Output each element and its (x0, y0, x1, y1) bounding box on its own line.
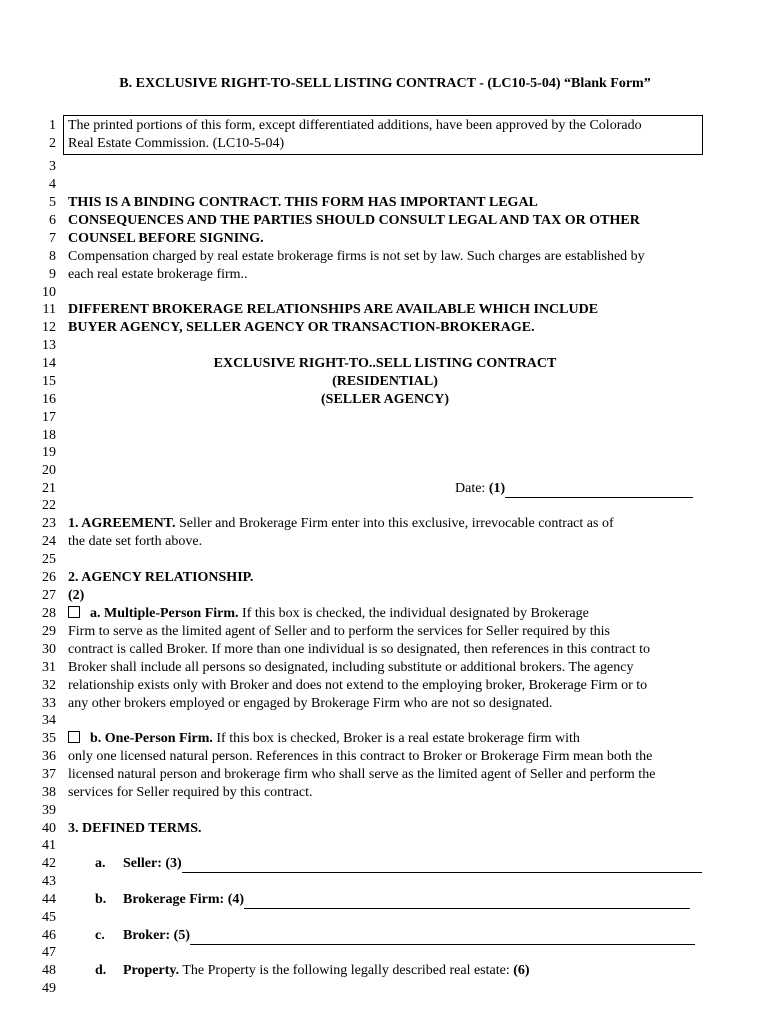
agreement-heading: 1. AGREEMENT. (68, 516, 176, 531)
line-number: 28 (42, 606, 56, 621)
line-number: 14 (42, 356, 56, 371)
approval-notice-line-2: Real Estate Commission. (LC10-5-04) (68, 136, 285, 151)
multi-person-line-5: relationship exists only with Broker and does not extend to the employing broker, Brokerage Firm or to (68, 678, 648, 693)
line-number: 1 (49, 118, 56, 133)
one-person-line-4: services for Seller required by this contract. (68, 785, 313, 800)
contract-heading-line-3: (SELLER AGENCY) (321, 392, 449, 407)
property-text: The Property is the following legally described real estate: (179, 963, 514, 978)
agency-heading: 2. AGENCY RELATIONSHIP. (68, 570, 254, 585)
contract-heading-line-1: EXCLUSIVE RIGHT-TO..SELL LISTING CONTRACT (213, 356, 557, 371)
broker-blank[interactable] (190, 930, 695, 945)
line-number: 21 (42, 481, 56, 496)
date-label: Date: (455, 481, 489, 496)
line-number: 47 (42, 945, 56, 960)
line-number: 3 (49, 159, 56, 174)
line-number: 46 (42, 928, 56, 943)
line-number: 5 (49, 195, 56, 210)
agreement-text: Seller and Brokerage Firm enter into this exclusive, irrevocable contract as of (175, 516, 614, 531)
one-person-text: If this box is checked, Broker is a real estate brokerage firm with (212, 731, 580, 746)
binding-contract-line-2: CONSEQUENCES AND THE PARTIES SHOULD CONSULT LEGAL AND TAX OR OTHER (68, 213, 640, 228)
broker-letter: c. (95, 928, 105, 943)
line-number: 41 (42, 838, 56, 853)
line-number: 8 (49, 249, 56, 264)
brokerage-firm-blank[interactable] (244, 894, 690, 909)
line-number: 17 (42, 410, 56, 425)
multi-person-line-4: Broker shall include all persons so designated, including substitute or additional brokers. The agency (68, 660, 634, 675)
line-number: 2 (49, 136, 56, 151)
line-number: 39 (42, 803, 56, 818)
multi-person-checkbox[interactable] (68, 606, 80, 618)
document-title: B. EXCLUSIVE RIGHT-TO-SELL LISTING CONTRACT - (LC10-5-04) “Blank Form” (119, 76, 651, 91)
line-number: 34 (42, 713, 56, 728)
approval-notice-line-1: The printed portions of this form, except differentiated additions, have been approved by the Colorado (68, 118, 642, 133)
line-number: 7 (49, 231, 56, 246)
multi-person-text: If this box is checked, the individual designated by Brokerage (238, 606, 589, 621)
seller-blank[interactable] (182, 858, 702, 873)
line-number: 15 (42, 374, 56, 389)
compensation-line-1: Compensation charged by real estate brokerage firms is not set by law. Such charges are established by (68, 249, 645, 264)
multi-person-line-2: Firm to serve as the limited agent of Seller and to perform the services for Seller required by this (68, 624, 610, 639)
line-number: 12 (42, 320, 56, 335)
brokerage-firm-field (123, 891, 690, 909)
binding-contract-line-3: COUNSEL BEFORE SIGNING. (68, 231, 264, 246)
line-number: 42 (42, 856, 56, 871)
broker-field (123, 927, 695, 945)
line-number: 29 (42, 624, 56, 639)
one-person-label: b. One-Person Firm. (90, 731, 213, 746)
agreement-line-1 (68, 515, 614, 533)
seller-label: Seller: (3) (123, 856, 182, 871)
agency-ref: (2) (68, 588, 85, 603)
line-number: 30 (42, 642, 56, 657)
one-person-checkbox[interactable] (68, 731, 80, 743)
line-number: 18 (42, 428, 56, 443)
line-number: 11 (42, 302, 56, 317)
multi-person-line-6: any other brokers employed or engaged by Brokerage Firm who are not so designated. (68, 696, 553, 711)
line-number: 22 (42, 498, 56, 513)
line-number: 33 (42, 696, 56, 711)
line-number: 44 (42, 892, 56, 907)
line-number: 35 (42, 731, 56, 746)
brokerage-firm-letter: b. (95, 892, 107, 907)
date-field (455, 480, 693, 498)
line-number: 9 (49, 267, 56, 282)
line-number: 32 (42, 678, 56, 693)
line-number: 26 (42, 570, 56, 585)
line-number: 48 (42, 963, 56, 978)
property-label: Property. (123, 963, 180, 978)
line-number: 24 (42, 534, 56, 549)
line-number: 31 (42, 660, 56, 675)
line-number: 25 (42, 552, 56, 567)
line-number: 45 (42, 910, 56, 925)
seller-field (123, 855, 702, 873)
multi-person-line-1 (68, 605, 589, 623)
multi-person-label: a. Multiple-Person Firm. (90, 606, 239, 621)
line-number: 36 (42, 749, 56, 764)
line-number: 38 (42, 785, 56, 800)
line-number: 23 (42, 516, 56, 531)
date-blank[interactable] (505, 483, 693, 498)
property-ref: (6) (513, 963, 530, 978)
line-number: 27 (42, 588, 56, 603)
line-number: 6 (49, 213, 56, 228)
binding-contract-line-1: THIS IS A BINDING CONTRACT. THIS FORM HAS IMPORTANT LEGAL (68, 195, 538, 210)
line-number: 16 (42, 392, 56, 407)
line-number: 40 (42, 821, 56, 836)
line-number: 20 (42, 463, 56, 478)
one-person-line-1 (68, 730, 580, 748)
compensation-line-2: each real estate brokerage firm.. (68, 267, 248, 282)
contract-heading-line-2: (RESIDENTIAL) (332, 374, 438, 389)
line-number: 13 (42, 338, 56, 353)
line-number: 37 (42, 767, 56, 782)
brokerage-firm-label: Brokerage Firm: (4) (123, 892, 245, 907)
one-person-line-2: only one licensed natural person. References in this contract to Broker or Brokerage Firm mean both the (68, 749, 653, 764)
relationships-line-1: DIFFERENT BROKERAGE RELATIONSHIPS ARE AVAILABLE WHICH INCLUDE (68, 302, 599, 317)
line-number: 10 (42, 285, 56, 300)
property-letter: d. (95, 963, 107, 978)
property-field (123, 962, 530, 980)
defined-terms-heading: 3. DEFINED TERMS. (68, 821, 202, 836)
date-ref: (1) (488, 481, 506, 496)
line-number: 4 (49, 177, 56, 192)
multi-person-line-3: contract is called Broker. If more than one individual is so designated, then references in this contract to (68, 642, 650, 657)
relationships-line-2: BUYER AGENCY, SELLER AGENCY OR TRANSACTION-BROKERAGE. (68, 320, 535, 335)
line-number: 49 (42, 981, 56, 996)
agreement-line-2: the date set forth above. (68, 534, 203, 549)
broker-label: Broker: (5) (123, 928, 190, 943)
one-person-line-3: licensed natural person and brokerage firm who shall serve as the limited agent of Seller and perform the (68, 767, 656, 782)
line-number: 19 (42, 445, 56, 460)
seller-letter: a. (95, 856, 106, 871)
line-number: 43 (42, 874, 56, 889)
